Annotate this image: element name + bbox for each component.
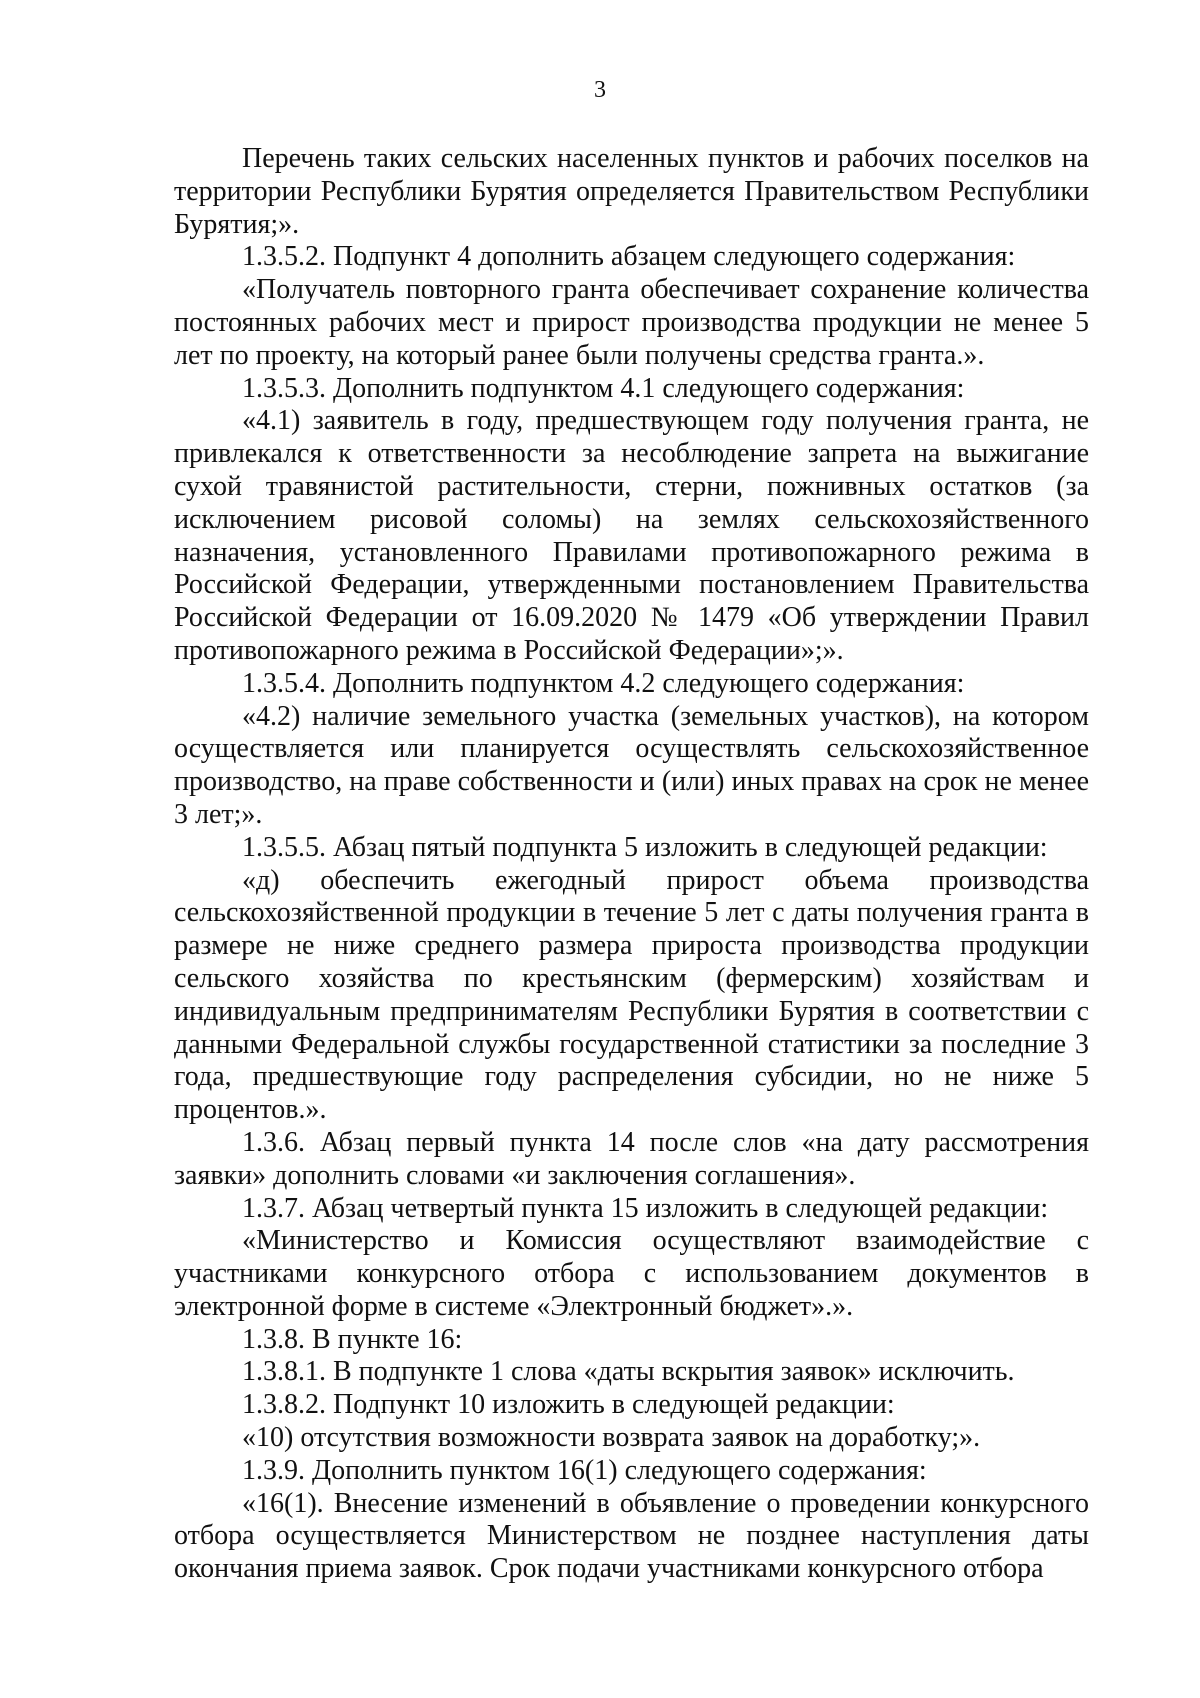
paragraph-6: 1.3.5.4. Дополнить подпунктом 4.2 следующего содержания: <box>242 667 965 699</box>
paragraph-9: «д) обеспечить ежегодный прирост объема производства сельскохозяйственной продукции в течение 5 лет с даты получения гранта в размере не ниже среднего размера прироста производства продукции сельского хозяйства по крестьянским (фермерским) хозяйствам и индивидуальным предпринимателям Республики Бурятия в соответствии с данными Федеральной службы государственной статистики за последние 3 года, предшествующие году распределения субсидии, но не ниже 5 процентов.». <box>174 864 1089 1126</box>
paragraph-17: 1.3.9. Дополнить пунктом 16(1) следующего содержания: <box>242 1454 927 1486</box>
paragraph-5: «4.1) заявитель в году, предшествующем году получения гранта, не привлекался к ответственности за несоблюдение запрета на выжигание сухой травянистой растительности, стерни, пожнивных остатков (за исключением рисовой соломы) на землях сельскохозяйственного назначения, установленного Правилами противопожарного режима в Российской Федерации, утвержденными постановлением Правительства Российской Федерации от 16.09.2020 № 1479 «Об утверждении Правил противопожарного режима в Российской Федерации»;». <box>174 405 1089 666</box>
paragraph-3: «Получатель повторного гранта обеспечивает сохранение количества постоянных рабочих мест и прирост производства продукции не менее 5 лет по проекту, на который ранее были получены средства гранта.». <box>174 274 1089 371</box>
paragraph-2: 1.3.5.2. Подпункт 4 дополнить абзацем следующего содержания: <box>242 241 1016 273</box>
paragraph-4: 1.3.5.3. Дополнить подпунктом 4.1 следующего содержания: <box>242 372 965 404</box>
paragraph-10: 1.3.6. Абзац первый пункта 14 после слов «на дату рассмотрения заявки» дополнить словами «и заключения соглашения». <box>174 1126 1089 1191</box>
paragraph-15: 1.3.8.2. Подпункт 10 изложить в следующей редакции: <box>242 1389 895 1421</box>
page-number: 3 <box>594 77 606 103</box>
paragraph-14: 1.3.8.1. В подпункте 1 слова «даты вскрытия заявок» исключить. <box>242 1356 1015 1388</box>
paragraph-16: «10) отсутствия возможности возврата заявок на доработку;». <box>242 1422 981 1454</box>
paragraph-13: 1.3.8. В пункте 16: <box>242 1323 463 1355</box>
paragraph-7: «4.2) наличие земельного участка (земельных участков), на котором осуществляется или планируется осуществлять сельскохозяйственное производство, на праве собственности и (или) иных правах на срок не менее 3 лет;». <box>174 700 1089 830</box>
paragraph-18: «16(1). Внесение изменений в объявление о проведении конкурсного отбора осуществляется Министерством не позднее наступления даты окончания приема заявок. Срок подачи участниками конкурсного отбора <box>174 1487 1089 1585</box>
paragraph-8: 1.3.5.5. Абзац пятый подпункта 5 изложить в следующей редакции: <box>242 831 1048 863</box>
paragraph-1: Перечень таких сельских населенных пунктов и рабочих поселков на территории Республики Бурятия определяется Правительством Республики Бурятия;». <box>174 143 1089 240</box>
paragraph-11: 1.3.7. Абзац четвертый пункта 15 изложить в следующей редакции: <box>242 1192 1049 1224</box>
paragraph-12: «Министерство и Комиссия осуществляют взаимодействие с участниками конкурсного отбора с использованием документов в электронной форме в системе «Электронный бюджет».». <box>174 1225 1089 1322</box>
document-body <box>174 143 1089 1586</box>
